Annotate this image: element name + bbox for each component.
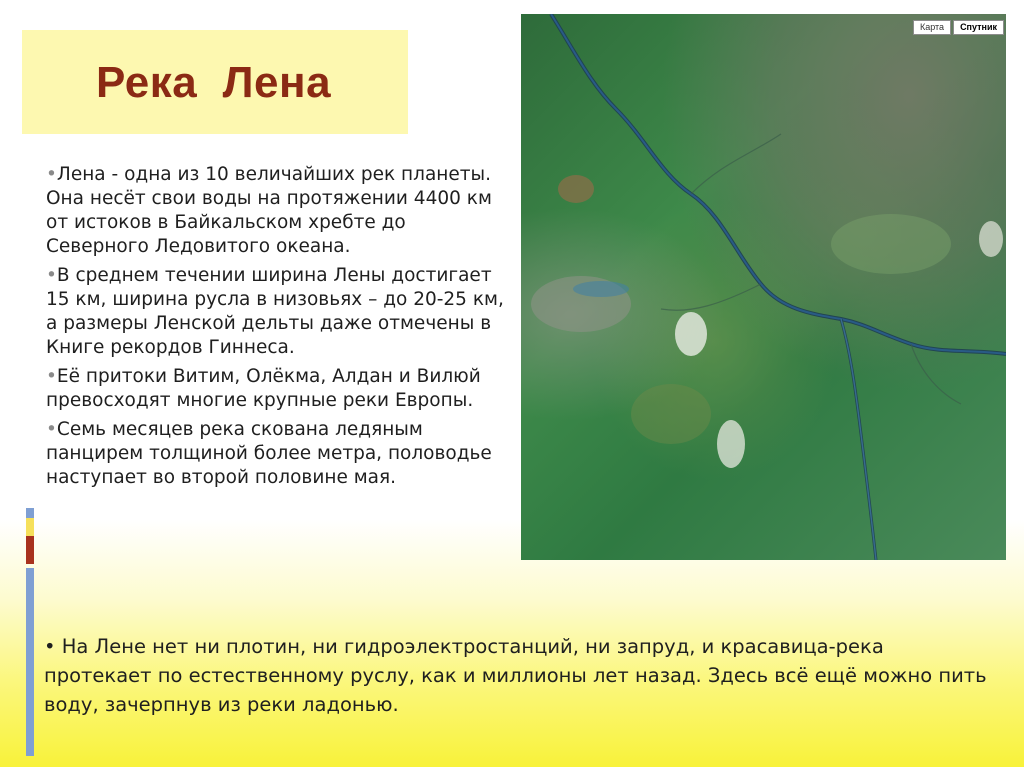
terrain-patch [979,221,1003,257]
stream [911,344,961,404]
bullet-text: Семь месяцев река скована ледяным панцирем толщиной более метра, половодье наступает во второй половине мая. [46,419,492,488]
bullet-text: Лена - одна из 10 величайших рек планеты. Она несёт свои воды на протяжении 4400 км от истоков в Байкальском хребте до Северного Ледовитого океана. [46,164,492,257]
accent-bar-red [26,536,34,564]
bullet-text: В среднем течении ширина Лены достигает 15 км, ширина русла в низовьях – до 20-25 км, а размеры Ленской дельты даже отмечены в Книге рекордов Гиннеса. [46,265,504,358]
map-button[interactable]: Карта [913,20,951,35]
bullet-list [46,163,506,495]
bullet-item [46,418,506,490]
bottom-bullet-marker: • [44,635,56,658]
lake [573,281,629,297]
bullet-item [46,264,506,360]
bullet-marker: • [46,366,57,387]
terrain-patch [717,420,745,468]
river-tributary [841,319,876,560]
accent-bar-yellow [26,518,34,536]
stream [691,134,781,194]
bullet-marker: • [46,164,57,185]
bullet-marker: • [46,419,57,440]
bottom-text: На Лене нет ни плотин, ни гидроэлектростанций, ни запруд, и красавица-река протекает по естественному руслу, как и миллионы лет назад. Здесь всё ещё можно пить воду, зачерпнув из реки ладонью. [44,635,987,716]
terrain-patch [558,175,594,203]
satellite-map[interactable] [521,14,1006,560]
bullet-marker: • [46,265,57,286]
accent-bar-blue [26,568,34,756]
satellite-button[interactable]: Спутник [953,20,1004,35]
bullet-item [46,365,506,413]
bullet-item [46,163,506,259]
terrain-patch [675,312,707,356]
terrain-patch [831,214,951,274]
bullet-text: Её притоки Витим, Олёкма, Алдан и Вилюй превосходят многие крупные реки Европы. [46,366,481,411]
stream [661,284,761,310]
map-terrain [521,14,1006,560]
slide-title: Река Лена [96,58,332,107]
accent-bar-blue-top [26,508,34,518]
map-type-controls [913,20,1004,35]
bottom-paragraph [44,632,994,719]
terrain-patch [631,384,711,444]
